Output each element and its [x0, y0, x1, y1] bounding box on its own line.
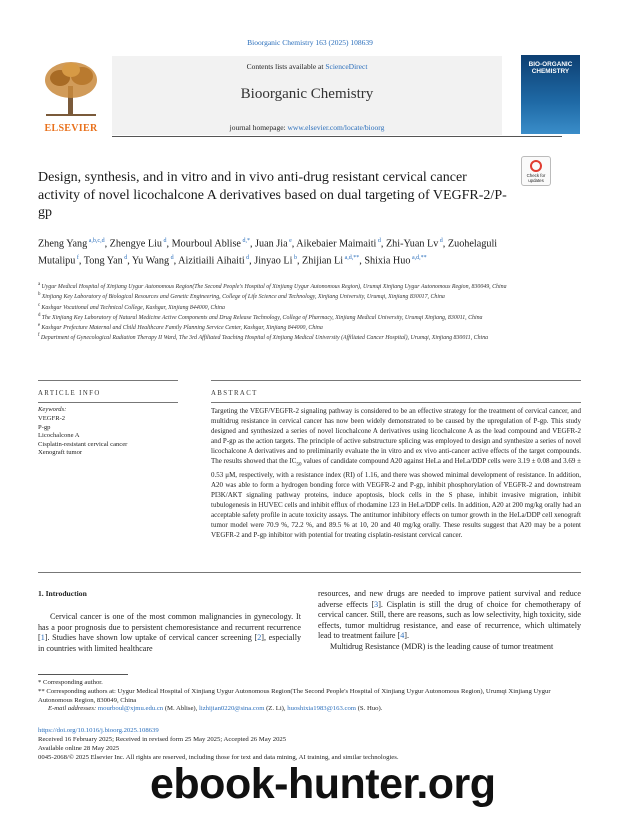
- affiliation-key: c: [38, 302, 42, 308]
- affiliation-key: b: [38, 292, 42, 298]
- affiliation-item: [38, 281, 548, 291]
- intro-right-column: [318, 589, 581, 652]
- article-info-heading: ARTICLE INFO: [38, 390, 101, 397]
- keywords-label: Keywords:: [38, 406, 67, 413]
- header-divider: [112, 136, 562, 137]
- affiliation-text: Uygur Medical Hospital of Xinjiang Uygur Autonomous Region(The Second People's Hospital of Xinjiang Uygur Autonomous Region), Urumqi Xinjiang Uygur Autonomous Region, 830049, China: [41, 283, 507, 290]
- article-title: Design, synthesis, and in vitro and in vivo anti-drug resistant cervical cancer activity of novel licochalcone A derivatives based on dual targeting of VEGFR-2/P-gp: [38, 170, 507, 220]
- abstract-rule-bottom: [211, 402, 581, 403]
- author-name[interactable]: Zhengye Liu: [109, 238, 163, 250]
- ref-link-1[interactable]: 1: [40, 633, 45, 642]
- author-affiliation-marker[interactable]: a,b,c,d: [87, 238, 105, 244]
- author-affiliation-marker[interactable]: d: [376, 238, 381, 244]
- author-name[interactable]: Jinyao Li: [254, 255, 293, 267]
- author-separator: ,: [296, 255, 303, 267]
- affiliation-item: [38, 312, 548, 322]
- ic50-subscript: 50: [296, 462, 302, 468]
- author-name[interactable]: Zhijian Li: [302, 255, 344, 267]
- author-separator: ,: [104, 238, 110, 250]
- affiliation-text: Kashgar Vocational and Technical College, Kashgar, Xinjiang 844000, China: [41, 304, 225, 311]
- homepage-line: [112, 123, 502, 132]
- watermark-text: ebook-hunter.org: [150, 760, 496, 808]
- intro-right-text-3: ].: [404, 631, 410, 640]
- intro-right-text-4: Multidrug Resistance (MDR) is the leading cause of tumor treatment: [330, 641, 554, 651]
- cover-title: BIO-ORGANIC CHEMISTRY: [528, 61, 573, 75]
- author-list: [38, 234, 518, 269]
- author-name[interactable]: Juan Jia: [255, 238, 288, 250]
- author-separator: ,: [166, 238, 172, 250]
- author-separator: ,: [249, 238, 256, 250]
- author-name[interactable]: Aizitiaili Aihaiti: [178, 255, 245, 267]
- keyword-item: Cisplatin-resistant cervical cancer: [38, 440, 128, 448]
- intro-right-text-1: resources, and new drugs are needed to improve patient survival and reduce adverse effects [: [318, 589, 581, 609]
- abstract-rule: [211, 380, 581, 381]
- email-line: [38, 705, 583, 714]
- author-name[interactable]: Tong Yan: [83, 255, 123, 267]
- author-affiliation-marker[interactable]: f: [75, 255, 79, 262]
- email-label: E-mail addresses:: [48, 705, 98, 713]
- email-name-2: (Z. Li),: [264, 705, 288, 713]
- ref-link-3[interactable]: 3: [374, 599, 379, 609]
- keyword-item: Xenograft tumor: [38, 449, 83, 457]
- author-separator: ,: [249, 255, 255, 267]
- intro-left-text-1: Cervical cancer is one of the most common malignancies in gynecology. It has a poor prognosis due to persistent chemoresistance and recurrent recurrence [: [38, 612, 301, 642]
- affiliation-key: e: [38, 323, 42, 329]
- author-name[interactable]: Aikebaier Maimaiti: [296, 238, 377, 250]
- email-name-3: (S. Huo).: [356, 705, 383, 713]
- email-name-1: (M. Ablise),: [163, 705, 199, 713]
- affiliation-key: a: [38, 282, 42, 287]
- homepage-link[interactable]: www.elsevier.com/locate/bioorg: [287, 123, 385, 132]
- abstract-part-1: Targeting the VEGF/VEGFR-2 signaling pathway is considered to be an effective strategy for the treatment of cervical cancer, and multidrug resistance in cervical cancer has now been widely demonstrated to be caused by the upregulation of P-gp. This study designed and synthesized a series of novel licochalcone A derivatives using licochalcone A as the lead compound and VEGFR-2 and P-gp as the action targets. The principle of active substructure splicing was employed to design and synthesize a series of novel licochalcone A derivatives and to preliminarily evaluate the in vitro and ex vivo anti-cancer active effects of the target compounds. The results showed that the IC: [211, 407, 581, 465]
- journal-name: Bioorganic Chemistry: [240, 86, 374, 102]
- abstract-part-2: values of candidate compound A20 against HeLa and HeLa/DDP cells were 3.19 ± 0.08 and 3.69 ± 0.53 μM, respectively, with a resistance index (RI) of 1.16, and there was showed minimal development of resistance. In addition, A20 was able to form a hydrogen bonding force with VEGFR-2 and P-gp, inhibit phosphorylation of VEGFR-2 and downstream PI3K/AKT signaling pathway proteins, induce apoptosis, block cells in the S phase, inhibit invasive migration, inhibit tubulogenesis in HUVEC cells and inhibit efflux of rhodamine 123 in HeLa/DDP cells. In addition, A20 at 200 mg/kg orally had an acceptable safety profile in acute toxicity assays. The antitumor inhibitory effects on tumor growth in the HeLa/DDP cell xenograft tumor model were 70.9 %, 72.2 %, and 89.5 % at 10, 20 and 40 mg/kg orally. These results suggest that A20 may be a potent VEGFR-2 and P-gp inhibitor with potential for treating cisplatin-resistant cervical cancer.: [211, 457, 581, 540]
- homepage-prefix: journal homepage:: [229, 123, 288, 132]
- intro-right-text-2: ]. Cisplatin is still the drug of choice for chemotherapy of cervical cancer. Still, there are reasons, such as low selectivity, high toxicity, side effects, tumor multidrug resistance, and ease of recurrence, which ultimately lead to treatment failure [: [318, 599, 581, 640]
- tree-logo-icon: [38, 58, 104, 120]
- journal-citation[interactable]: Bioorganic Chemistry 163 (2025) 108639: [247, 38, 373, 47]
- author-separator: ,: [291, 238, 297, 250]
- email-link-li[interactable]: lizhijian0220@sina.com: [199, 705, 265, 713]
- author-affiliation-marker[interactable]: d: [162, 238, 167, 244]
- affiliation-item: [38, 322, 548, 332]
- elsevier-wordmark: ELSEVIER: [44, 123, 98, 134]
- article-info-rule-bottom: [38, 402, 178, 403]
- author-name[interactable]: Yu Wang: [131, 255, 170, 267]
- affiliation-text: Kashgar Prefecture Maternal and Child Healthcare Family Planning Service Center, Kashgar, Xinjiang 844000, China: [41, 325, 323, 332]
- author-separator: ,: [442, 238, 448, 250]
- author-name[interactable]: Shixia Huo: [364, 255, 411, 267]
- intro-left-column: [38, 612, 301, 654]
- affiliation-key: d: [38, 312, 42, 318]
- keyword-item: P-gp: [38, 423, 51, 431]
- affiliation-text: Department of Gynecological Radiation Therapy II Ward, The 3rd Affiliated Teaching Hospital of Xinjiang Medical University (Affiliated Cancer Hospital), Urumqi, Xinjiang 830011, China: [40, 335, 489, 342]
- intro-left-text-2: ]. Studies have shown low uptake of cervical cancer screening [: [44, 633, 258, 642]
- available-online: Available online 28 May 2025: [38, 744, 120, 752]
- update-icon: [530, 160, 542, 172]
- contents-prefix: Contents lists available at: [246, 62, 326, 71]
- author-separator: ,: [78, 255, 84, 267]
- intro-left-text-3: ], especially in countries with limited healthcare: [38, 633, 301, 653]
- corresponding-author-note: * Corresponding author.: [38, 679, 103, 686]
- author-affiliation-marker[interactable]: b: [292, 255, 297, 262]
- author-name[interactable]: Mourboul Ablise: [171, 238, 241, 250]
- abstract-end-rule: [38, 572, 581, 573]
- contents-line: [112, 62, 502, 71]
- check-for-updates-label: Check for updates: [526, 173, 546, 183]
- author-affiliation-marker[interactable]: d: [244, 255, 250, 262]
- affiliation-list: [38, 281, 548, 343]
- email-link-huo[interactable]: huoshixia1983@163.com: [287, 705, 357, 713]
- email-link-ablise[interactable]: mourboul@xjmu.edu.cn: [97, 705, 164, 713]
- article-info-rule: [38, 380, 178, 381]
- author-name[interactable]: Zheng Yang: [38, 238, 88, 250]
- author-affiliation-marker[interactable]: a,d,**: [343, 255, 360, 262]
- author-separator: ,: [127, 255, 132, 267]
- abstract-heading: ABSTRACT: [211, 390, 258, 397]
- author-separator: ,: [359, 255, 365, 267]
- author-affiliation-marker[interactable]: a,d,**: [410, 255, 427, 262]
- ref-link-4[interactable]: 4: [400, 631, 405, 640]
- affiliation-item: [38, 332, 548, 342]
- copyright-line: 0045-2068/© 2025 Elsevier Inc. All rights are reserved, including those for text and data mining, AI training, and similar technologies.: [38, 753, 399, 761]
- received-dates: Received 16 February 2025; Received in revised form 25 May 2025; Accepted 26 May 2025: [38, 735, 287, 743]
- author-name[interactable]: Zuohelaguli Mutalipu: [38, 238, 498, 267]
- introduction-heading: 1. Introduction: [38, 589, 87, 598]
- journal-cover: [521, 55, 580, 134]
- keyword-list: [38, 415, 127, 458]
- affiliation-text: Xinjiang Key Laboratory of Biological Resources and Genetic Engineering, College of Life Science and Technology, Xinjiang University, Urumqi, Xinjiang 830017, China: [41, 294, 445, 301]
- affiliation-item: [38, 302, 548, 312]
- affiliation-item: [38, 291, 548, 301]
- affiliation-key: f: [38, 333, 41, 339]
- keyword-item: Licochalcone A: [38, 432, 80, 440]
- author-name[interactable]: Zhi-Yuan Lv: [385, 238, 439, 250]
- author-affiliation-marker[interactable]: e: [287, 238, 292, 244]
- ref-link-2[interactable]: 2: [257, 633, 262, 642]
- publication-info: [38, 727, 399, 763]
- footnote-rule: [38, 674, 128, 675]
- author-affiliation-marker[interactable]: d,*: [240, 238, 250, 244]
- sciencedirect-link[interactable]: ScienceDirect: [325, 62, 368, 71]
- footnotes: [38, 679, 583, 714]
- author-affiliation-marker[interactable]: d: [169, 255, 174, 262]
- corresponding-authors-note: ** Corresponding authors at: Uygur Medical Hospital of Xinjiang Uygur Autonomous Region(The Second People's Hospital of Xinjiang Uygur Autonomous Region), Urumqi Xinjiang Uygur Autonomous Region, 830049, China: [38, 687, 551, 704]
- doi-link[interactable]: https://doi.org/10.1016/j.bioorg.2025.108639: [38, 727, 159, 734]
- check-for-updates-button[interactable]: [521, 156, 551, 186]
- abstract-text: [211, 406, 581, 540]
- author-separator: ,: [173, 255, 179, 267]
- author-affiliation-marker[interactable]: d: [438, 238, 443, 244]
- elsevier-logo: [38, 58, 104, 134]
- author-separator: ,: [380, 238, 386, 250]
- author-affiliation-marker[interactable]: d: [122, 255, 128, 262]
- keyword-item: VEGFR-2: [38, 415, 66, 422]
- affiliation-text: The Xinjiang Key Laboratory of Natural Medicine Active Components and Drug Release Technology, College of Pharmacy, Xinjiang Medical University, Urumqi Xinjiang, 830011, China: [41, 314, 483, 321]
